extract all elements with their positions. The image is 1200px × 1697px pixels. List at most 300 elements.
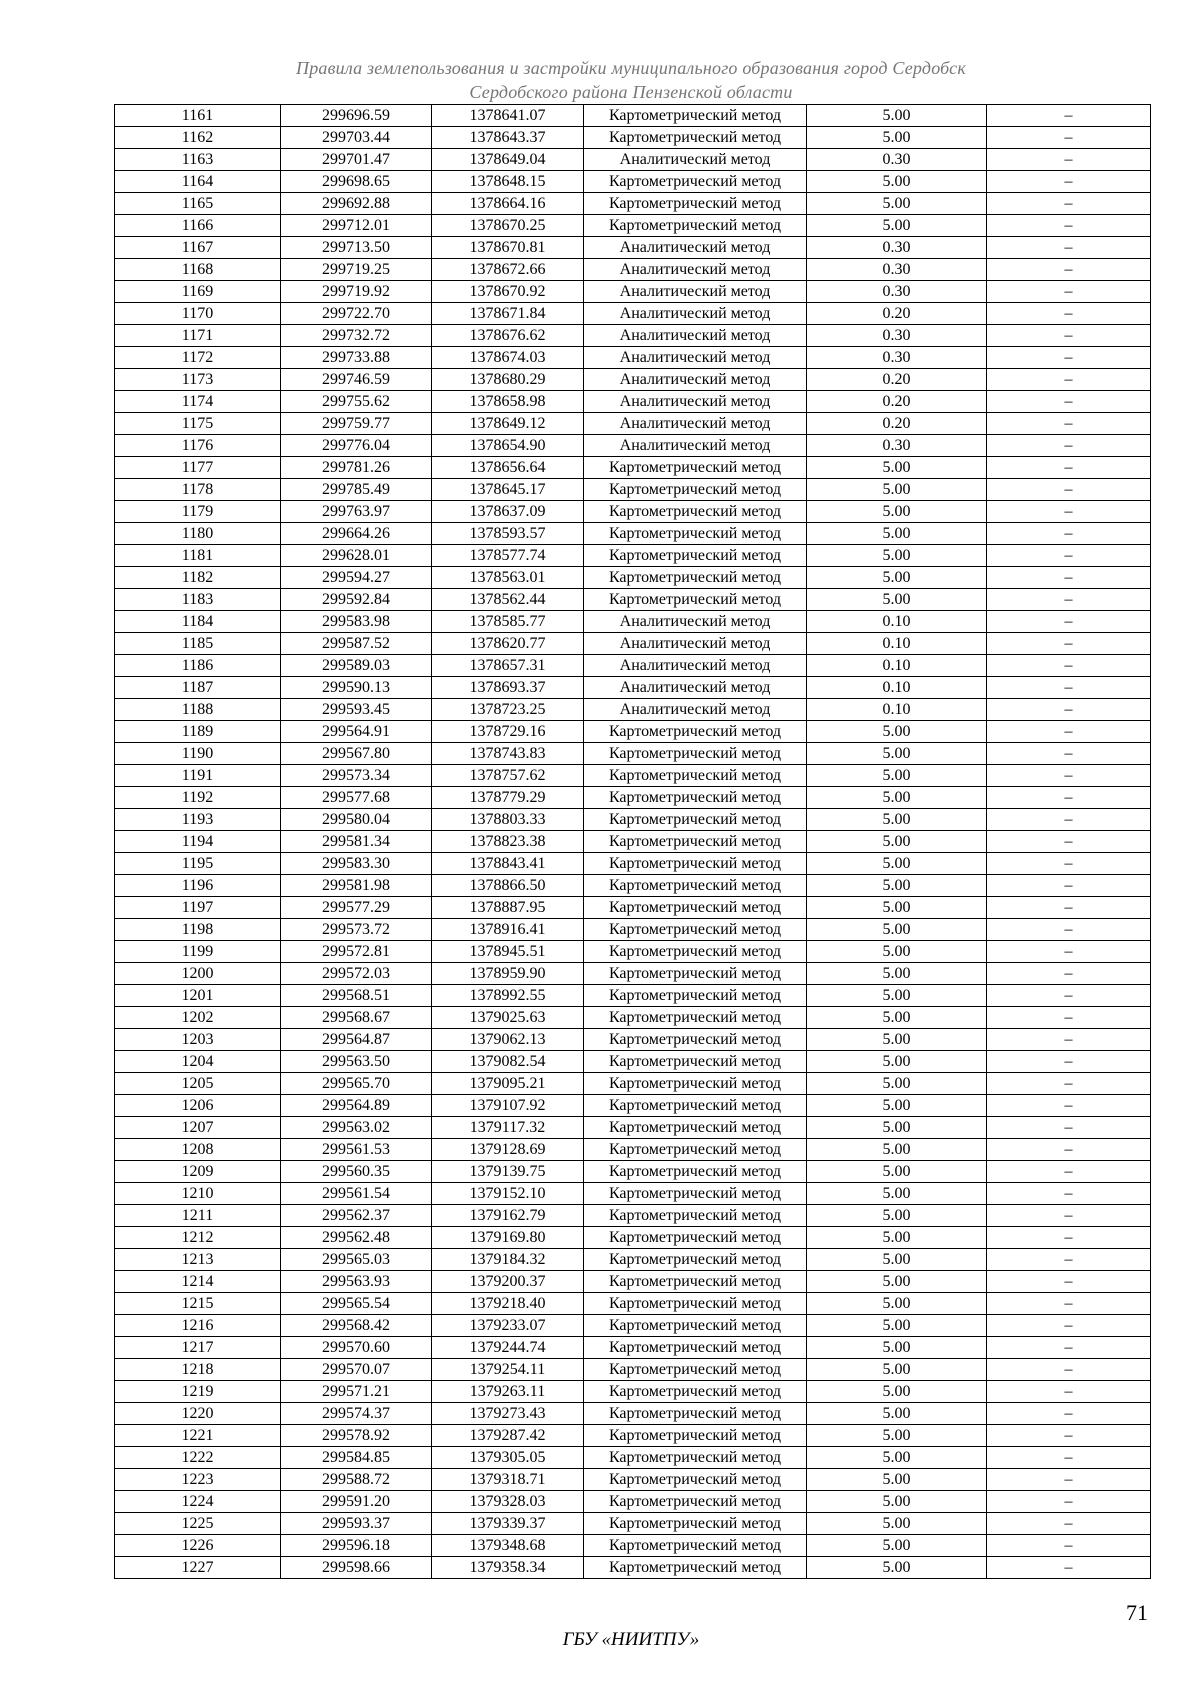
note-cell: – — [987, 831, 1151, 853]
y-coordinate-cell: 1379287.42 — [432, 1425, 584, 1447]
accuracy-cell: 5.00 — [807, 1249, 987, 1271]
point-number-cell: 1174 — [115, 391, 281, 413]
accuracy-cell: 5.00 — [807, 1051, 987, 1073]
note-cell: – — [987, 501, 1151, 523]
x-coordinate-cell: 299587.52 — [281, 633, 432, 655]
table-row — [115, 105, 1151, 127]
y-coordinate-cell: 1379162.79 — [432, 1205, 584, 1227]
x-coordinate-cell: 299577.68 — [281, 787, 432, 809]
x-coordinate-cell: 299593.45 — [281, 699, 432, 721]
accuracy-cell: 5.00 — [807, 919, 987, 941]
x-coordinate-cell: 299570.60 — [281, 1337, 432, 1359]
y-coordinate-cell: 1379184.32 — [432, 1249, 584, 1271]
note-cell: – — [987, 809, 1151, 831]
table-row — [115, 171, 1151, 193]
method-cell: Картометрический метод — [584, 1051, 807, 1073]
y-coordinate-cell: 1378843.41 — [432, 853, 584, 875]
y-coordinate-cell: 1378916.41 — [432, 919, 584, 941]
accuracy-cell: 5.00 — [807, 1491, 987, 1513]
point-number-cell: 1222 — [115, 1447, 281, 1469]
y-coordinate-cell: 1379318.71 — [432, 1469, 584, 1491]
y-coordinate-cell: 1378562.44 — [432, 589, 584, 611]
accuracy-cell: 5.00 — [807, 765, 987, 787]
x-coordinate-cell: 299759.77 — [281, 413, 432, 435]
table-row — [115, 457, 1151, 479]
accuracy-cell: 5.00 — [807, 589, 987, 611]
point-number-cell: 1217 — [115, 1337, 281, 1359]
accuracy-cell: 0.30 — [807, 281, 987, 303]
accuracy-cell: 5.00 — [807, 1513, 987, 1535]
point-number-cell: 1163 — [115, 149, 281, 171]
method-cell: Картометрический метод — [584, 897, 807, 919]
accuracy-cell: 5.00 — [807, 1469, 987, 1491]
table-row — [115, 1073, 1151, 1095]
note-cell: – — [987, 391, 1151, 413]
x-coordinate-cell: 299698.65 — [281, 171, 432, 193]
accuracy-cell: 5.00 — [807, 985, 987, 1007]
accuracy-cell: 5.00 — [807, 1271, 987, 1293]
y-coordinate-cell: 1379200.37 — [432, 1271, 584, 1293]
point-number-cell: 1194 — [115, 831, 281, 853]
point-number-cell: 1200 — [115, 963, 281, 985]
method-cell: Картометрический метод — [584, 501, 807, 523]
method-cell: Картометрический метод — [584, 457, 807, 479]
y-coordinate-cell: 1379348.68 — [432, 1535, 584, 1557]
table-row — [115, 1095, 1151, 1117]
table-row — [115, 875, 1151, 897]
point-number-cell: 1218 — [115, 1359, 281, 1381]
method-cell: Картометрический метод — [584, 787, 807, 809]
accuracy-cell: 0.30 — [807, 259, 987, 281]
table-row — [115, 369, 1151, 391]
accuracy-cell: 0.30 — [807, 435, 987, 457]
note-cell: – — [987, 963, 1151, 985]
note-cell: – — [987, 633, 1151, 655]
coordinates-table-container — [114, 104, 1151, 1579]
table-row — [115, 1271, 1151, 1293]
point-number-cell: 1179 — [115, 501, 281, 523]
y-coordinate-cell: 1378674.03 — [432, 347, 584, 369]
accuracy-cell: 0.10 — [807, 633, 987, 655]
method-cell: Аналитический метод — [584, 699, 807, 721]
accuracy-cell: 0.20 — [807, 303, 987, 325]
method-cell: Картометрический метод — [584, 985, 807, 1007]
table-row — [115, 1117, 1151, 1139]
x-coordinate-cell: 299567.80 — [281, 743, 432, 765]
y-coordinate-cell: 1378648.15 — [432, 171, 584, 193]
header-line-1: Правила землепользования и застройки муниципального образования город Сердобск — [296, 58, 966, 78]
point-number-cell: 1184 — [115, 611, 281, 633]
note-cell: – — [987, 1491, 1151, 1513]
y-coordinate-cell: 1378803.33 — [432, 809, 584, 831]
y-coordinate-cell: 1378959.90 — [432, 963, 584, 985]
y-coordinate-cell: 1378757.62 — [432, 765, 584, 787]
note-cell: – — [987, 1051, 1151, 1073]
point-number-cell: 1226 — [115, 1535, 281, 1557]
note-cell: – — [987, 1381, 1151, 1403]
accuracy-cell: 5.00 — [807, 1403, 987, 1425]
y-coordinate-cell: 1378620.77 — [432, 633, 584, 655]
note-cell: – — [987, 1271, 1151, 1293]
note-cell: – — [987, 369, 1151, 391]
coordinates-table-body — [115, 105, 1151, 1579]
point-number-cell: 1183 — [115, 589, 281, 611]
table-row — [115, 1315, 1151, 1337]
point-number-cell: 1187 — [115, 677, 281, 699]
note-cell: – — [987, 1337, 1151, 1359]
y-coordinate-cell: 1378670.92 — [432, 281, 584, 303]
note-cell: – — [987, 765, 1151, 787]
point-number-cell: 1225 — [115, 1513, 281, 1535]
point-number-cell: 1204 — [115, 1051, 281, 1073]
x-coordinate-cell: 299746.59 — [281, 369, 432, 391]
point-number-cell: 1209 — [115, 1161, 281, 1183]
point-number-cell: 1173 — [115, 369, 281, 391]
point-number-cell: 1180 — [115, 523, 281, 545]
note-cell: – — [987, 105, 1151, 127]
method-cell: Картометрический метод — [584, 479, 807, 501]
point-number-cell: 1190 — [115, 743, 281, 765]
y-coordinate-cell: 1378649.04 — [432, 149, 584, 171]
method-cell: Картометрический метод — [584, 1029, 807, 1051]
x-coordinate-cell: 299573.72 — [281, 919, 432, 941]
accuracy-cell: 5.00 — [807, 1139, 987, 1161]
method-cell: Аналитический метод — [584, 677, 807, 699]
table-row — [115, 1227, 1151, 1249]
accuracy-cell: 5.00 — [807, 501, 987, 523]
accuracy-cell: 5.00 — [807, 193, 987, 215]
y-coordinate-cell: 1379218.40 — [432, 1293, 584, 1315]
table-row — [115, 919, 1151, 941]
table-row — [115, 787, 1151, 809]
table-row — [115, 215, 1151, 237]
accuracy-cell: 5.00 — [807, 963, 987, 985]
note-cell: – — [987, 1007, 1151, 1029]
point-number-cell: 1219 — [115, 1381, 281, 1403]
note-cell: – — [987, 413, 1151, 435]
x-coordinate-cell: 299572.81 — [281, 941, 432, 963]
page-number: 71 — [1126, 1600, 1148, 1625]
method-cell: Картометрический метод — [584, 1359, 807, 1381]
point-number-cell: 1208 — [115, 1139, 281, 1161]
method-cell: Картометрический метод — [584, 523, 807, 545]
x-coordinate-cell: 299561.54 — [281, 1183, 432, 1205]
note-cell: – — [987, 1403, 1151, 1425]
method-cell: Картометрический метод — [584, 875, 807, 897]
note-cell: – — [987, 1513, 1151, 1535]
table-row — [115, 853, 1151, 875]
y-coordinate-cell: 1379082.54 — [432, 1051, 584, 1073]
method-cell: Аналитический метод — [584, 259, 807, 281]
y-coordinate-cell: 1378945.51 — [432, 941, 584, 963]
table-row — [115, 1051, 1151, 1073]
point-number-cell: 1221 — [115, 1425, 281, 1447]
x-coordinate-cell: 299598.66 — [281, 1557, 432, 1579]
method-cell: Картометрический метод — [584, 1513, 807, 1535]
note-cell: – — [987, 259, 1151, 281]
method-cell: Картометрический метод — [584, 1249, 807, 1271]
accuracy-cell: 5.00 — [807, 567, 987, 589]
x-coordinate-cell: 299732.72 — [281, 325, 432, 347]
method-cell: Аналитический метод — [584, 149, 807, 171]
note-cell: – — [987, 457, 1151, 479]
accuracy-cell: 5.00 — [807, 1073, 987, 1095]
y-coordinate-cell: 1378643.37 — [432, 127, 584, 149]
note-cell: – — [987, 1469, 1151, 1491]
table-row — [115, 567, 1151, 589]
x-coordinate-cell: 299580.04 — [281, 809, 432, 831]
note-cell: – — [987, 743, 1151, 765]
table-row — [115, 149, 1151, 171]
note-cell: – — [987, 1139, 1151, 1161]
y-coordinate-cell: 1379233.07 — [432, 1315, 584, 1337]
method-cell: Картометрический метод — [584, 1403, 807, 1425]
point-number-cell: 1216 — [115, 1315, 281, 1337]
y-coordinate-cell: 1379339.37 — [432, 1513, 584, 1535]
table-row — [115, 1183, 1151, 1205]
x-coordinate-cell: 299568.51 — [281, 985, 432, 1007]
y-coordinate-cell: 1379152.10 — [432, 1183, 584, 1205]
note-cell: – — [987, 897, 1151, 919]
y-coordinate-cell: 1378577.74 — [432, 545, 584, 567]
note-cell: – — [987, 479, 1151, 501]
method-cell: Картометрический метод — [584, 1205, 807, 1227]
note-cell: – — [987, 281, 1151, 303]
method-cell: Картометрический метод — [584, 743, 807, 765]
point-number-cell: 1227 — [115, 1557, 281, 1579]
method-cell: Картометрический метод — [584, 1425, 807, 1447]
note-cell: – — [987, 1161, 1151, 1183]
x-coordinate-cell: 299562.37 — [281, 1205, 432, 1227]
accuracy-cell: 5.00 — [807, 1205, 987, 1227]
table-row — [115, 259, 1151, 281]
x-coordinate-cell: 299763.97 — [281, 501, 432, 523]
method-cell: Аналитический метод — [584, 281, 807, 303]
table-row — [115, 985, 1151, 1007]
y-coordinate-cell: 1379107.92 — [432, 1095, 584, 1117]
point-number-cell: 1223 — [115, 1469, 281, 1491]
accuracy-cell: 5.00 — [807, 787, 987, 809]
point-number-cell: 1199 — [115, 941, 281, 963]
point-number-cell: 1196 — [115, 875, 281, 897]
table-row — [115, 1029, 1151, 1051]
point-number-cell: 1207 — [115, 1117, 281, 1139]
point-number-cell: 1192 — [115, 787, 281, 809]
table-row — [115, 1447, 1151, 1469]
x-coordinate-cell: 299664.26 — [281, 523, 432, 545]
table-row — [115, 743, 1151, 765]
point-number-cell: 1203 — [115, 1029, 281, 1051]
note-cell: – — [987, 1425, 1151, 1447]
method-cell: Картометрический метод — [584, 1073, 807, 1095]
method-cell: Картометрический метод — [584, 721, 807, 743]
note-cell: – — [987, 611, 1151, 633]
y-coordinate-cell: 1379095.21 — [432, 1073, 584, 1095]
y-coordinate-cell: 1379025.63 — [432, 1007, 584, 1029]
y-coordinate-cell: 1378729.16 — [432, 721, 584, 743]
accuracy-cell: 5.00 — [807, 1029, 987, 1051]
method-cell: Аналитический метод — [584, 303, 807, 325]
note-cell: – — [987, 941, 1151, 963]
point-number-cell: 1166 — [115, 215, 281, 237]
x-coordinate-cell: 299583.98 — [281, 611, 432, 633]
point-number-cell: 1201 — [115, 985, 281, 1007]
accuracy-cell: 5.00 — [807, 1117, 987, 1139]
method-cell: Картометрический метод — [584, 1381, 807, 1403]
table-row — [115, 1139, 1151, 1161]
table-row — [115, 325, 1151, 347]
y-coordinate-cell: 1378657.31 — [432, 655, 584, 677]
table-row — [115, 655, 1151, 677]
method-cell: Картометрический метод — [584, 1315, 807, 1337]
note-cell: – — [987, 1183, 1151, 1205]
accuracy-cell: 5.00 — [807, 1359, 987, 1381]
note-cell: – — [987, 699, 1151, 721]
accuracy-cell: 5.00 — [807, 127, 987, 149]
accuracy-cell: 5.00 — [807, 171, 987, 193]
note-cell: – — [987, 1205, 1151, 1227]
x-coordinate-cell: 299570.07 — [281, 1359, 432, 1381]
x-coordinate-cell: 299594.27 — [281, 567, 432, 589]
note-cell: – — [987, 1557, 1151, 1579]
note-cell: – — [987, 435, 1151, 457]
method-cell: Картометрический метод — [584, 1095, 807, 1117]
method-cell: Картометрический метод — [584, 127, 807, 149]
x-coordinate-cell: 299755.62 — [281, 391, 432, 413]
accuracy-cell: 5.00 — [807, 457, 987, 479]
table-row — [115, 1403, 1151, 1425]
point-number-cell: 1195 — [115, 853, 281, 875]
accuracy-cell: 0.30 — [807, 149, 987, 171]
y-coordinate-cell: 1379169.80 — [432, 1227, 584, 1249]
point-number-cell: 1213 — [115, 1249, 281, 1271]
y-coordinate-cell: 1378676.62 — [432, 325, 584, 347]
method-cell: Картометрический метод — [584, 1161, 807, 1183]
method-cell: Аналитический метод — [584, 237, 807, 259]
method-cell: Картометрический метод — [584, 1557, 807, 1579]
accuracy-cell: 5.00 — [807, 479, 987, 501]
table-row — [115, 1381, 1151, 1403]
method-cell: Картометрический метод — [584, 1447, 807, 1469]
method-cell: Аналитический метод — [584, 611, 807, 633]
point-number-cell: 1210 — [115, 1183, 281, 1205]
accuracy-cell: 5.00 — [807, 721, 987, 743]
point-number-cell: 1181 — [115, 545, 281, 567]
x-coordinate-cell: 299578.92 — [281, 1425, 432, 1447]
y-coordinate-cell: 1378887.95 — [432, 897, 584, 919]
point-number-cell: 1186 — [115, 655, 281, 677]
point-number-cell: 1191 — [115, 765, 281, 787]
accuracy-cell: 5.00 — [807, 1425, 987, 1447]
point-number-cell: 1220 — [115, 1403, 281, 1425]
note-cell: – — [987, 347, 1151, 369]
x-coordinate-cell: 299564.87 — [281, 1029, 432, 1051]
x-coordinate-cell: 299563.50 — [281, 1051, 432, 1073]
method-cell: Аналитический метод — [584, 347, 807, 369]
point-number-cell: 1197 — [115, 897, 281, 919]
note-cell: – — [987, 545, 1151, 567]
method-cell: Картометрический метод — [584, 1007, 807, 1029]
point-number-cell: 1211 — [115, 1205, 281, 1227]
x-coordinate-cell: 299712.01 — [281, 215, 432, 237]
point-number-cell: 1188 — [115, 699, 281, 721]
accuracy-cell: 0.10 — [807, 655, 987, 677]
x-coordinate-cell: 299564.91 — [281, 721, 432, 743]
accuracy-cell: 5.00 — [807, 1007, 987, 1029]
method-cell: Картометрический метод — [584, 545, 807, 567]
x-coordinate-cell: 299584.85 — [281, 1447, 432, 1469]
table-row — [115, 391, 1151, 413]
x-coordinate-cell: 299628.01 — [281, 545, 432, 567]
method-cell: Картометрический метод — [584, 919, 807, 941]
point-number-cell: 1171 — [115, 325, 281, 347]
point-number-cell: 1169 — [115, 281, 281, 303]
y-coordinate-cell: 1378866.50 — [432, 875, 584, 897]
point-number-cell: 1224 — [115, 1491, 281, 1513]
point-number-cell: 1202 — [115, 1007, 281, 1029]
note-cell: – — [987, 677, 1151, 699]
coordinates-table — [114, 104, 1151, 1579]
y-coordinate-cell: 1378585.77 — [432, 611, 584, 633]
method-cell: Аналитический метод — [584, 369, 807, 391]
note-cell: – — [987, 1227, 1151, 1249]
table-row — [115, 1491, 1151, 1513]
y-coordinate-cell: 1378654.90 — [432, 435, 584, 457]
accuracy-cell: 5.00 — [807, 523, 987, 545]
y-coordinate-cell: 1378672.66 — [432, 259, 584, 281]
note-cell: – — [987, 919, 1151, 941]
method-cell: Картометрический метод — [584, 1535, 807, 1557]
point-number-cell: 1189 — [115, 721, 281, 743]
y-coordinate-cell: 1379263.11 — [432, 1381, 584, 1403]
y-coordinate-cell: 1379062.13 — [432, 1029, 584, 1051]
note-cell: – — [987, 215, 1151, 237]
y-coordinate-cell: 1379305.05 — [432, 1447, 584, 1469]
accuracy-cell: 5.00 — [807, 1161, 987, 1183]
table-row — [115, 699, 1151, 721]
x-coordinate-cell: 299591.20 — [281, 1491, 432, 1513]
table-row — [115, 479, 1151, 501]
table-row — [115, 897, 1151, 919]
y-coordinate-cell: 1379273.43 — [432, 1403, 584, 1425]
accuracy-cell: 5.00 — [807, 853, 987, 875]
note-cell: – — [987, 1029, 1151, 1051]
x-coordinate-cell: 299565.54 — [281, 1293, 432, 1315]
page-header — [0, 56, 1200, 104]
table-row — [115, 1293, 1151, 1315]
table-row — [115, 1337, 1151, 1359]
note-cell: – — [987, 1249, 1151, 1271]
accuracy-cell: 5.00 — [807, 1381, 987, 1403]
point-number-cell: 1176 — [115, 435, 281, 457]
table-row — [115, 303, 1151, 325]
x-coordinate-cell: 299701.47 — [281, 149, 432, 171]
accuracy-cell: 0.10 — [807, 699, 987, 721]
accuracy-cell: 0.20 — [807, 391, 987, 413]
table-row — [115, 589, 1151, 611]
y-coordinate-cell: 1378664.16 — [432, 193, 584, 215]
y-coordinate-cell: 1378680.29 — [432, 369, 584, 391]
note-cell: – — [987, 1359, 1151, 1381]
x-coordinate-cell: 299588.72 — [281, 1469, 432, 1491]
accuracy-cell: 0.10 — [807, 677, 987, 699]
method-cell: Картометрический метод — [584, 589, 807, 611]
point-number-cell: 1165 — [115, 193, 281, 215]
x-coordinate-cell: 299713.50 — [281, 237, 432, 259]
method-cell: Картометрический метод — [584, 1117, 807, 1139]
note-cell: – — [987, 1095, 1151, 1117]
point-number-cell: 1212 — [115, 1227, 281, 1249]
